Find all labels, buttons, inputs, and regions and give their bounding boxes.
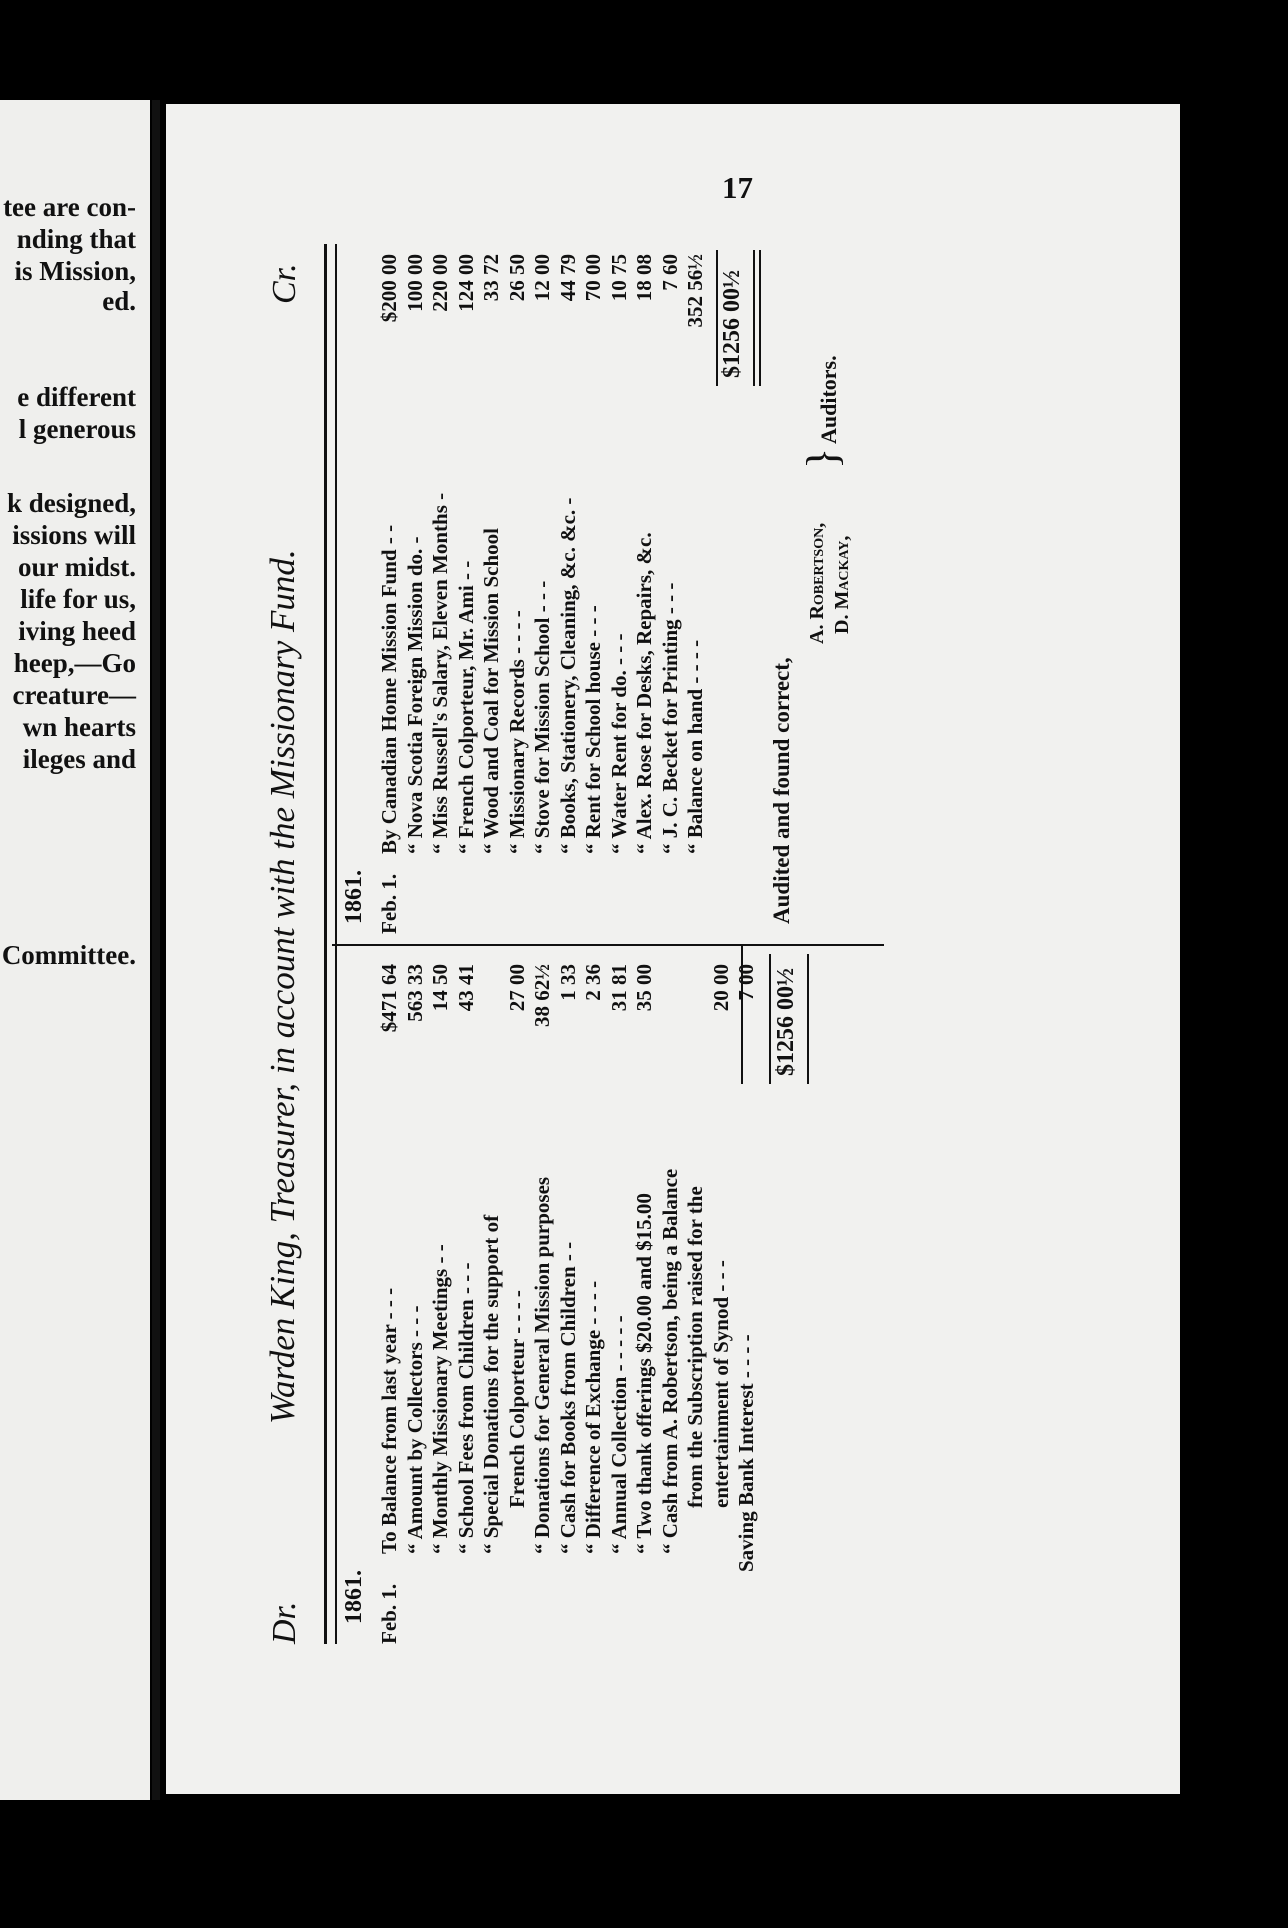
left-page-line: is Mission,: [14, 256, 136, 286]
credit-total-underline: [753, 250, 755, 386]
credit-total-underline-2: [759, 250, 761, 386]
debit-year: 1861.: [341, 1570, 367, 1624]
debit-row-amount: 7 00: [734, 964, 758, 1001]
credit-row-label: “ Stove for Mission School - - -: [530, 580, 554, 854]
debit-row: [733, 244, 759, 1644]
credit-total: $1256 00½: [719, 270, 745, 378]
debit-row-amount: 2 36: [581, 964, 605, 1001]
rotated-ledger: [241, 244, 1041, 1644]
debit-row-label: “ School Fees from Children - - -: [453, 1262, 478, 1554]
debit-row-amount: 20 00: [708, 964, 733, 1012]
credit-row-amount: 10 75: [606, 254, 631, 302]
debit-row-label: “ Cash for Books from Children - -: [555, 1241, 580, 1554]
left-page-line: l generous: [18, 414, 136, 444]
left-page-line: e different: [17, 382, 136, 412]
debit-row: [708, 244, 734, 1644]
credit-row: [453, 244, 479, 1644]
left-page-line: ileges and: [22, 744, 136, 774]
debit-row-amount: 27 00: [504, 964, 529, 1012]
debit-row-amount: 563 33: [402, 964, 427, 1022]
debit-row-label: “ Special Donations for the support of: [479, 1214, 503, 1554]
debit-row-label: “ Two thank offerings $20.00 and $15.00: [632, 1193, 656, 1554]
debit-row-label: “ Donations for General Mission purposes: [530, 1176, 554, 1554]
credit-row-label: “ Water Rent for do. - - -: [606, 633, 631, 854]
debit-row-label: “ Amount by Collectors - - -: [402, 1305, 427, 1554]
credit-row-amount: 220 00: [428, 254, 452, 312]
credit-row-label: “ Miss Russell's Salary, Eleven Months -: [428, 492, 452, 854]
page-number: 17: [722, 170, 753, 205]
credit-row-date: Feb. 1.: [377, 873, 401, 934]
credit-row-amount: 100 00: [402, 254, 427, 312]
credit-year: 1861.: [341, 870, 367, 924]
debit-row-label: “ Cash from A. Robertson, being a Balance: [657, 1168, 682, 1554]
credit-row-amount: 7 60: [657, 254, 682, 291]
credit-row-label: “ French Colporteur, Mr. Ami - -: [453, 560, 478, 854]
left-page-line: our midst.: [17, 552, 136, 582]
credit-row: [427, 244, 453, 1644]
left-page-line: ed.: [102, 286, 136, 316]
debit-row-label: “ Difference of Exchange - - - -: [581, 1280, 605, 1554]
left-page-line: creature—: [12, 680, 136, 710]
left-page-line: issions will: [12, 520, 136, 550]
debit-row-amount: 1 33: [555, 964, 580, 1001]
debit-label: Dr.: [266, 1601, 303, 1644]
credit-row: [529, 244, 555, 1644]
ledger-page: [166, 104, 1180, 1794]
credit-row-label: “ Rent for School house - - -: [581, 605, 605, 854]
left-facing-page: [0, 100, 150, 1800]
debit-row-amount: 31 81: [606, 964, 631, 1012]
credit-row-amount: 33 72: [479, 254, 503, 302]
credit-row-label: “ Balance on hand - - - -: [683, 639, 707, 854]
credit-row: [682, 244, 708, 1644]
left-page-line: heep,—Go: [13, 648, 136, 678]
credit-row-amount: $200 00: [377, 254, 401, 323]
auditor-name-1: A. Robertson,: [806, 522, 828, 644]
credit-row: [657, 244, 683, 1644]
credit-row-amount: 12 00: [530, 254, 554, 302]
credit-row-label: “ Missionary Records - - - -: [504, 610, 529, 854]
credit-row: [504, 244, 530, 1644]
credit-label: Cr.: [266, 263, 303, 304]
left-page-line: wn hearts: [22, 712, 136, 742]
credit-row: [402, 244, 428, 1644]
left-page-line: nding that: [16, 224, 136, 254]
auditors-label: Auditors.: [816, 355, 841, 444]
gutter-rule: [152, 100, 160, 1800]
credit-row-amount: 18 08: [632, 254, 656, 302]
debit-total-underline: [807, 954, 809, 1084]
debit-row-label: “ Annual Collection - - - - -: [606, 1315, 631, 1554]
credit-row-label: “ Nova Scotia Foreign Mission do. -: [402, 536, 427, 854]
credit-row-label: “ J. C. Becket for Printing - - -: [657, 582, 682, 854]
ledger-title: Warden King, Treasurer, in account with the Missionary Fund.: [263, 549, 302, 1424]
debit-row-label: French Colporteur - - - -: [504, 1290, 529, 1508]
debit-row-label: entertainment of Synod - - -: [708, 1260, 733, 1508]
credit-row-amount: 352 56½: [683, 254, 707, 328]
debit-row-amount: 38 62½: [530, 964, 554, 1027]
credit-row-label: “ Wood and Coal for Mission School: [479, 528, 503, 854]
debit-total: $1256 00½: [773, 968, 799, 1076]
credit-row-amount: 44 79: [555, 254, 580, 302]
left-page-line: iving heed: [18, 616, 136, 646]
credit-row-amount: 124 00: [453, 254, 478, 312]
credit-row: [376, 244, 402, 1644]
auditor-name-2: D. Mackay,: [831, 535, 853, 634]
credit-row: [580, 244, 606, 1644]
credit-row: [555, 244, 581, 1644]
credit-row-label: “ Alex. Rose for Desks, Repairs, &c.: [632, 532, 656, 854]
credit-row: [606, 244, 632, 1644]
debit-row-label: Saving Bank Interest - - - -: [734, 1334, 758, 1572]
left-page-line: Committee.: [1, 940, 136, 970]
debit-total-rule: [769, 954, 771, 1084]
debit-row-label: “ Monthly Missionary Meetings - -: [428, 1244, 452, 1554]
credit-row: [631, 244, 657, 1644]
credit-total-rule: [716, 250, 718, 386]
credit-row-label: By Canadian Home Mission Fund - -: [377, 524, 401, 854]
left-page-line: k designed,: [6, 488, 136, 518]
debit-row-amount: 14 50: [428, 964, 452, 1012]
credit-row-amount: 70 00: [581, 254, 605, 302]
debit-row-amount: 35 00: [632, 964, 656, 1012]
left-page-line: life for us,: [20, 584, 136, 614]
debit-row-amount: 43 41: [453, 964, 478, 1012]
credit-row: [478, 244, 504, 1644]
credit-row-amount: 26 50: [504, 254, 529, 302]
debit-row-date: Feb. 1.: [377, 1583, 401, 1644]
auditors-brace: }: [798, 447, 847, 469]
audit-statement: Audited and found correct,: [769, 657, 794, 924]
debit-row-label: To Balance from last year - - -: [377, 1287, 401, 1554]
debit-row-label: from the Subscription raised for the: [683, 1186, 707, 1508]
credit-row-label: “ Books, Stationery, Cleaning, &c. &c. -: [555, 497, 580, 854]
left-page-line: tee are con-: [3, 192, 136, 222]
debit-row-amount: $471 64: [377, 964, 401, 1033]
